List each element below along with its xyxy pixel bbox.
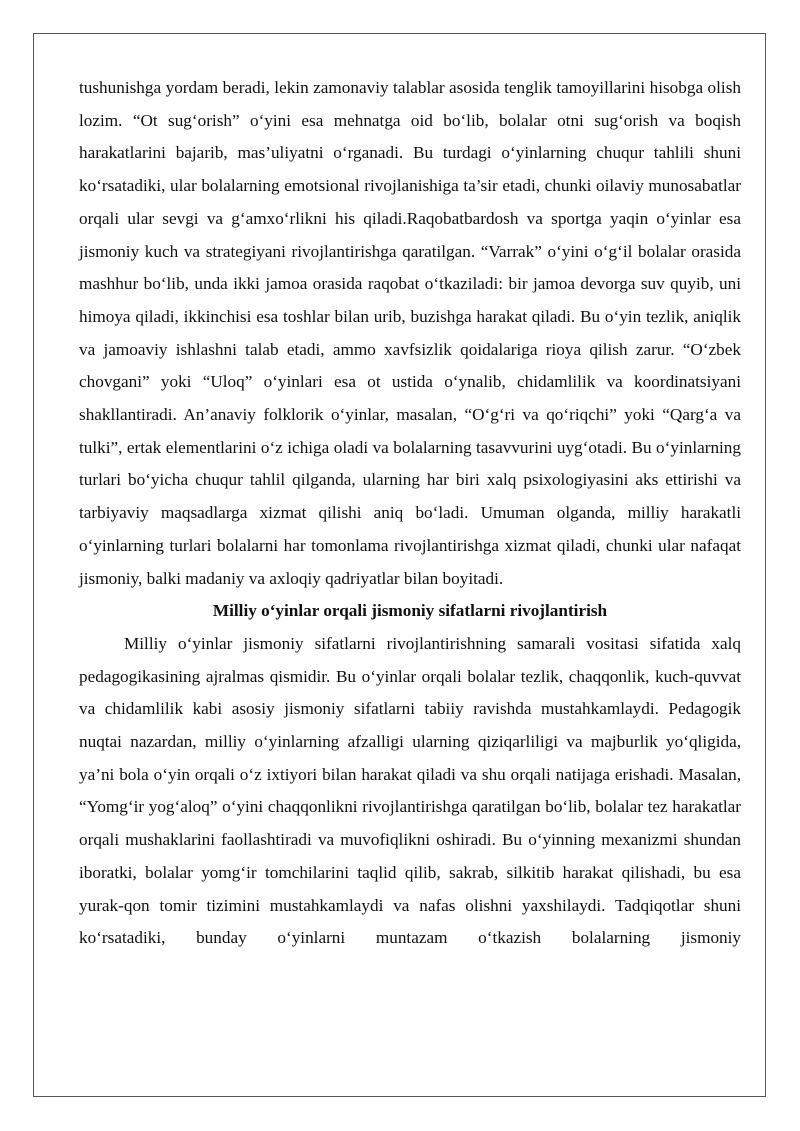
section-heading: Milliy o‘yinlar orqali jismoniy sifatlarni rivojlantirish xyxy=(212,601,608,621)
body-paragraph: tushunishga yordam beradi, lekin zamonaviy talablar asosida tenglik tamoyillarini hisobga olish lozim. “Ot sug‘orish” o‘yini esa mehnatga oid bo‘lib, bolalar otni sug‘orish va boqish harakatlarini bajarib, mas’uliyatni o‘rganadi. Bu turdagi o‘yinlarning chuqur tahlili shuni ko‘rsatadiki, ular bolalarning emotsional rivojlanishiga ta’sir etadi, chunki oilaviy munosabatlar orqali ular sevgi va g‘amxo‘rlikni his qiladi.Raqobatbardosh va sportga yaqin o‘yinlar esa jismoniy kuch va strategiyani rivojlantirishga qaratilgan. “Varrak” o‘yini o‘g‘il bolalar orasida mashhur bo‘lib, unda ikki jamoa orasida raqobat o‘tkaziladi: bir jamoa devorga suv quyib, uni himoya qiladi, ikkinchisi esa toshlar bilan urib, buzishga harakat qiladi. Bu o‘yin tezlik, aniqlik va jamoaviy ishlashni talab etadi, ammo xavfsizlik qoidalariga rioya qilish zarur. “O‘zbek chovgani” yoki “Uloq” o‘yinlari esa ot ustida o‘ynalib, chidamlilik va koordinatsiyani shakllantiradi. An’anaviy folklorik o‘yinlar, masalan, “O‘g‘ri va qo‘riqchi” yoki “Qarg‘a va tulki”, ertak elementlarini o‘z ichiga oladi va bolalarning tasavvurini uyg‘otadi. Bu o‘yinlarning turlari bo‘yicha chuqur tahlil qilganda, ularning har biri xalq psixologiyasini aks ettirishi va tarbiyaviy maqsadlarga xizmat qilishi aniq bo‘ladi. Umuman olganda, milliy harakatli o‘yinlarning turlari bolalarni har tomonlama rivojlantirishga xizmat qiladi, chunki ular nafaqat jismoniy, balki madaniy va axloqiy qadriyatlar bilan boyitadi. xyxy=(79,78,741,588)
document-body xyxy=(79,72,741,955)
body-paragraph: Milliy o‘yinlar jismoniy sifatlarni rivojlantirishning samarali vositasi sifatida xalq pedagogikasining ajralmas qismidir. Bu o‘yinlar orqali bolalar tezlik, chaqqonlik, kuch-quvvat va chidamlilik kabi asosiy jismoniy sifatlarni tabiiy ravishda mustahkamlaydi. Pedagogik nuqtai nazardan, milliy o‘yinlarning afzalligi ularning qiziqarliligi va majburlik yo‘qligida, ya’ni bola o‘yin orqali o‘z ixtiyori bilan harakat qiladi va shu orqali natijaga erishadi. Masalan, “Yomg‘ir yog‘aloq” o‘yini chaqqonlikni rivojlantirishga qaratilgan bo‘lib, bolalar tez harakatlar orqali mushaklarini faollashtiradi va muvofiqlikni oshiradi. Bu o‘yinning mexanizmi shundan iboratki, bolalar yomg‘ir tomchilarini taqlid qilib, sakrab, silkitib harakat qilishadi, bu esa yurak-qon tomir tizimini mustahkamlaydi va nafas olishni yaxshilaydi. Tadqiqotlar shuni ko‘rsatadiki, bunday o‘yinlarni muntazam o‘tkazish bolalarning jismoniy xyxy=(79,633,741,948)
